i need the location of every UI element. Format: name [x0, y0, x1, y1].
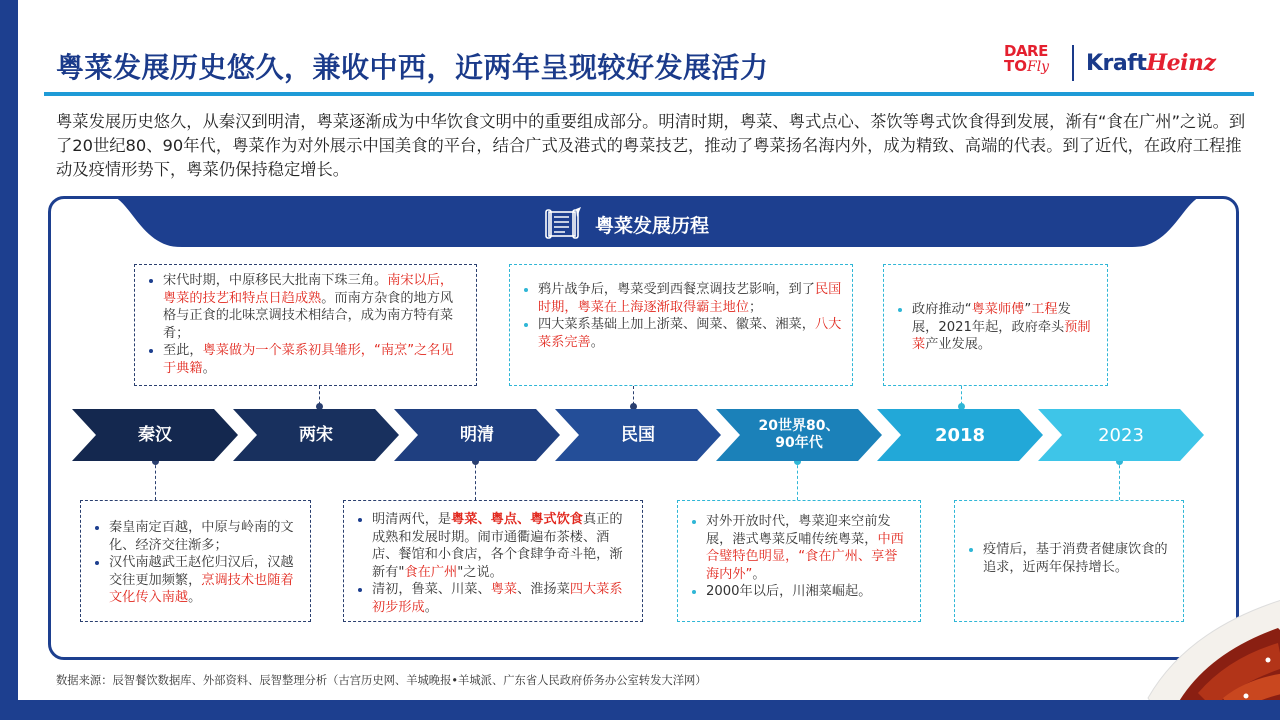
- qinhan-bullet-2: • 汉代南越武王赵佗归汉后，汉越交往更加频繁，烹调技术也随着文化传入南越。: [109, 554, 300, 607]
- arrow-label-qinhan: 秦汉: [138, 424, 172, 445]
- arrow-label-2018: 2018: [934, 424, 986, 446]
- connector-mingqing: [475, 460, 476, 500]
- minguo-bullet-1: • 鸦片战争后，粤菜受到西餐烹调技艺影响，到了民国时期，粤菜在上海逐渐取得霸主地位；: [538, 281, 842, 316]
- logo-heinz-text: Heinz: [1146, 50, 1216, 76]
- logo-fly-text: Fly: [1026, 59, 1050, 75]
- qinhan-bullet-1: • 秦皇南定百越，中原与岭南的文化、经济交往渐多；: [109, 519, 300, 554]
- mingqing-bullet-1: • 明清两代，是粤菜、粤点、粤式饮食真正的成熟和发展时期。闹市通衢遍布茶楼、酒店、餐馆和小食店，各个食肆争奇斗艳，渐新有"食在广州"之说。: [372, 511, 632, 581]
- box-2018: [883, 264, 1108, 386]
- arrow-label-1980s-1990s: 20世界80、 90年代: [758, 418, 840, 451]
- scroll-document-icon: [543, 207, 583, 241]
- mingqing-bullet-2: • 清初，鲁菜、川菜、粤菜、淮扬菜四大菜系初步形成。: [372, 581, 632, 616]
- minguo-bullet-2: • 四大菜系基础上加上浙菜、闽菜、徽菜、湘菜，八大菜系完善。: [538, 316, 842, 351]
- box-minguo: [509, 264, 853, 386]
- page-title: 粤菜发展历史悠久，兼收中西，近两年呈现较好发展活力: [56, 51, 769, 84]
- panel-title: 粤菜发展历程: [595, 215, 710, 237]
- y8090-bullet-1: • 对外开放时代，粤菜迎来空前发展，港式粤菜反哺传统粤菜，中西合璧特色明显，“食在广州、享誉海内外”。: [706, 513, 910, 583]
- arrow-label-minguo: 民国: [621, 424, 655, 445]
- slide: [18, 0, 1280, 700]
- y2023-bullet-1: • 疫情后，基于消费者健康饮食的追求，近两年保持增长。: [983, 541, 1173, 576]
- logo-divider: [1072, 45, 1074, 81]
- title-underline: [44, 92, 1254, 96]
- songdai-bullet-1: • 宋代时期，中原移民大批南下珠三角。南宋以后，粤菜的技艺和特点日趋成熟。而南方杂食的地方风格与正食的北味烹调技术相结合，成为南方特有菜肴；: [163, 272, 466, 342]
- logo-kraftheinz: [1086, 50, 1215, 76]
- intro-paragraph: 粤菜发展历史悠久，从秦汉到明清，粤菜逐渐成为中华饮食文明中的重要组成部分。明清时期，粤菜、粤式点心、茶饮等粤式饮食得到发展，渐有“食在广州”之说。到了20世纪80、90年代，粤菜作为对外展示中国美食的平台，结合广式及港式的粤菜技艺，推动了粤菜扬名海内外，成为精致、高端的代表。到了近代，在政府工程推动及疫情形势下，粤菜仍保持稳定增长。: [56, 112, 1246, 179]
- food-dish-image: [1128, 598, 1280, 700]
- box-1980s-1990s: [677, 500, 921, 622]
- brand-logo: [1000, 42, 1230, 88]
- box-songdai: [134, 264, 477, 386]
- y2018-bullet-1: • 政府推动“粤菜师傅”工程发展，2021年起，政府牵头预制菜产业发展。: [912, 301, 1097, 354]
- arrow-label-liangsong: 两宋: [299, 424, 333, 445]
- logo-to-text: TO: [1004, 57, 1027, 75]
- songdai-bullet-2: • 至此，粤菜做为一个菜系初具雏形，“南烹”之名见于典籍。: [163, 342, 466, 377]
- connector-8090: [797, 460, 798, 500]
- logo-kraft-text: Kraft: [1086, 51, 1147, 76]
- box-qinhan: [80, 500, 311, 622]
- box-mingqing: [343, 500, 643, 622]
- y8090-bullet-2: • 2000年以后，川湘菜崛起。: [706, 583, 910, 601]
- data-source-note: 数据来源：辰智餐饮数据库、外部资料、辰智整理分析（古宫历史网、羊城晚报•羊城派、广东省人民政府侨务办公室转发大洋网）: [56, 674, 707, 687]
- logo-to-fly: [1004, 59, 1049, 75]
- arrow-label-mingqing: 明清: [460, 424, 494, 445]
- logo-dare-text: DARE: [1004, 42, 1048, 60]
- connector-2023: [1119, 460, 1120, 500]
- connector-qinhan: [155, 460, 156, 500]
- arrow-label-2023: 2023: [1098, 424, 1144, 446]
